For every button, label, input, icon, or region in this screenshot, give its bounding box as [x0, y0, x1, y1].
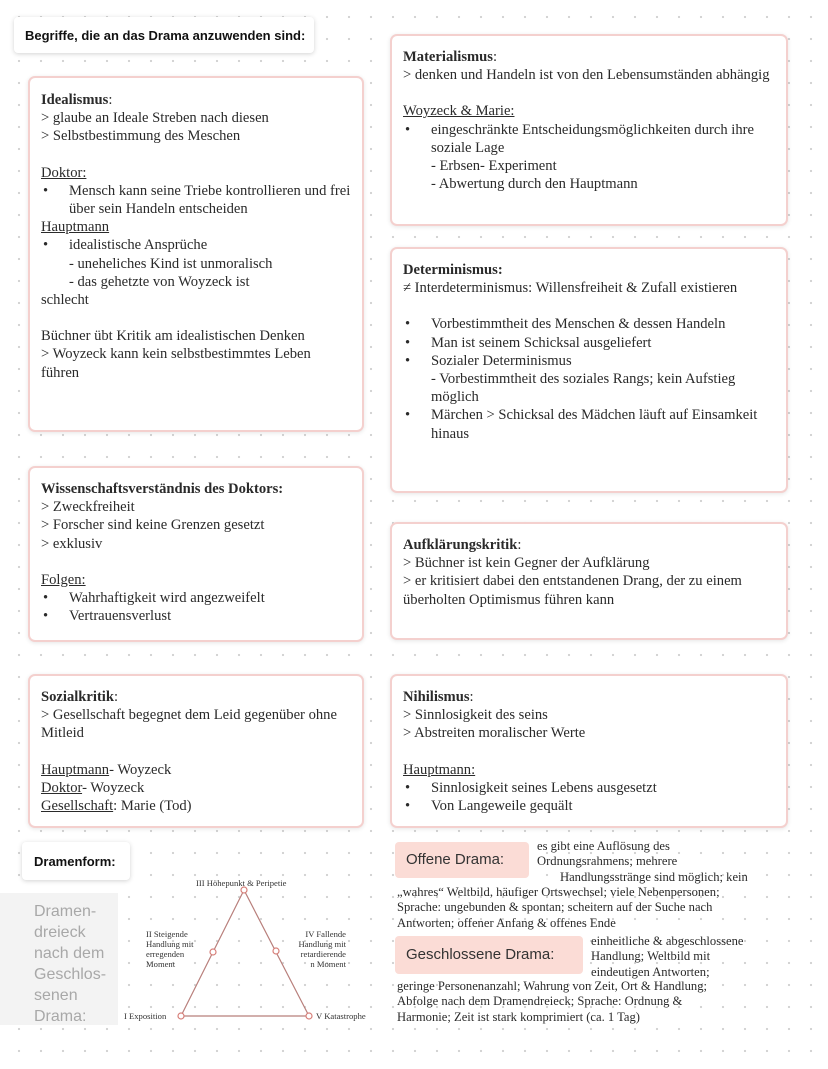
idealismus-line: > glaube an Ideale Streben nach diesen — [41, 110, 269, 127]
triangle-label-top: III Höhepunkt & Peripetie — [196, 878, 287, 888]
materialismus-title: Materialismus — [403, 49, 493, 65]
nihilismus-colon: : — [469, 689, 474, 705]
determinismus-item: • Vorbestimmtheit des Menschen & dessen Handeln — [403, 315, 776, 333]
nihilismus-line: > Abstreiten moralischer Werte — [403, 725, 586, 742]
doktor-heading: Doktor: — [41, 164, 87, 181]
geschlossene-side-line: einheitliche & abgeschlossene — [591, 934, 744, 948]
sozialkritik-title: Sozialkritik — [41, 689, 114, 705]
dreieck-caption-line: senen — [34, 987, 78, 1004]
geschlossene-full-line: geringe Personenanzahl; Wahrung von Zeit, Ort & Handlung; — [397, 979, 708, 993]
dreieck-caption-line: Drama: — [34, 1008, 87, 1025]
sozialkritik-row-rest: : Marie (Tod) — [113, 798, 192, 815]
triangle-label-bottom-left: I Exposition — [124, 1011, 167, 1021]
wissenschaft-line: > exklusiv — [41, 535, 103, 552]
geschlossene-drama-label-text: Geschlossene Drama: — [406, 946, 555, 963]
triangle-point-left-mid — [210, 949, 216, 955]
aufklaerung-colon: : — [517, 537, 522, 553]
offene-full-line: Antworten; offener Anfang & offenes Ende — [397, 915, 616, 930]
triangle-label-right-mid — [284, 929, 346, 969]
geschlossene-drama-full-text — [397, 979, 707, 1025]
kritik-line: > Woyzeck kann kein selbstbestimmtes Leben führen — [41, 346, 311, 381]
dreieck-caption-line: nach dem — [34, 945, 105, 962]
kritik-line: Büchner übt Kritik am idealistischen Denken — [41, 328, 305, 345]
hauptmann-item: • idealistische Ansprüche — [41, 236, 352, 254]
offene-side-line: es gibt eine Auflösung des — [537, 839, 670, 853]
materialismus-colon: : — [492, 49, 498, 65]
hauptmann-sub: - das gehetzte von Woyzeck ist — [69, 273, 250, 290]
geschlossene-drama-side-text — [591, 934, 743, 980]
wissenschaft-line: > Forscher sind keine Grenzen gesetzt — [41, 517, 265, 534]
woyzeck-marie-heading: Woyzeck & Marie: — [403, 103, 515, 120]
nihilismus-hauptmann-heading: Hauptmann: — [403, 761, 476, 778]
materialismus-sub: - Abwertung durch den Hauptmann — [431, 176, 638, 193]
sozialkritik-row-rest: - Woyzeck — [82, 779, 145, 796]
materialismus-item: • eingeschränkte Entscheidungsmöglichkeiten durch ihre soziale Lage — [403, 121, 776, 157]
determinismus-item: • Märchen > Schicksal des Mädchen läuft auf Einsamkeit hinaus — [403, 406, 776, 442]
offene-drama-side-text — [537, 839, 748, 885]
determinismus-item: • Man ist seinem Schicksal ausgeliefert — [403, 334, 776, 352]
materialismus-line: > denken und Handeln ist von den Lebensumständen abhängig — [403, 67, 770, 84]
aufklaerung-title: Aufklärungskritik — [403, 537, 518, 553]
sozialkritik-row-u: Hauptmann — [41, 761, 110, 778]
sozialkritik-colon: : — [113, 689, 119, 705]
header-label-text: Begriffe, die an das Drama anzuwenden sind: — [25, 28, 306, 43]
folgen-heading: Folgen: — [41, 571, 86, 588]
offene-drama-label — [395, 842, 529, 878]
determinismus-item: • Sozialer Determinismus — [403, 352, 776, 370]
hauptmann-sub: - uneheliches Kind ist unmoralisch — [69, 255, 273, 272]
triangle-label-line: II Steigende — [146, 929, 188, 939]
offene-full-line: „wahres“ Weltbild, häufiger Ortswechsel; viele Nebenpersonen; — [397, 885, 720, 899]
triangle-label-line: retardierende — [300, 949, 346, 959]
geschlossene-full-line: Harmonie; Zeit ist stark komprimiert (ca. 1 Tag) — [397, 1009, 640, 1024]
wissenschaft-title: Wissenschaftsverständnis des Doktors: — [41, 481, 284, 497]
determinismus-line: ≠ Interdeterminismus: Willensfreiheit & Zufall existieren — [403, 280, 738, 297]
dramenform-label-text: Dramenform: — [34, 854, 116, 869]
folgen-item: • Wahrhaftigkeit wird angezweifelt — [41, 589, 352, 607]
triangle-label-line: Handlung mit — [146, 939, 194, 949]
triangle-label-line: Moment — [146, 959, 176, 969]
sozialkritik-row-rest: - Woyzeck — [109, 761, 172, 778]
triangle-label-line: erregenden — [146, 949, 185, 959]
triangle-label-line: Handlung mit — [298, 939, 346, 949]
triangle-label-line: IV Fallende — [305, 929, 346, 939]
folgen-item: • Vertrauensverlust — [41, 607, 352, 625]
triangle-label-bottom-right: V Katastrophe — [316, 1011, 366, 1021]
hauptmann-sub-cont: schlecht — [41, 292, 89, 309]
dreieck-caption-line: Geschlos- — [34, 966, 107, 983]
geschlossene-side-line: eindeutigen Antworten; — [591, 964, 710, 979]
geschlossene-drama-label — [395, 936, 583, 974]
offene-side-line: Handlungsstränge sind möglich; kein — [560, 869, 748, 884]
sozialkritik-row-u: Gesellschaft — [41, 798, 114, 815]
sozialkritik-line: > Gesellschaft begegnet dem Leid gegenüber ohne Mitleid — [41, 707, 337, 742]
triangle-label-left-mid — [146, 929, 194, 969]
doktor-item: • Mensch kann seine Triebe kontrollieren und frei über sein Handeln entscheiden — [41, 182, 352, 218]
nihilismus-item: • Von Langeweile gequält — [403, 797, 776, 815]
hauptmann-heading: Hauptmann — [41, 219, 110, 236]
geschlossene-full-line: Abfolge nach dem Dramendreieck; Sprache: Ordnung & — [397, 994, 683, 1009]
triangle-point-right — [306, 1013, 312, 1019]
triangle-point-left — [178, 1013, 184, 1019]
materialismus-sub: - Erbsen- Experiment — [431, 158, 557, 175]
idealismus-colon: : — [108, 92, 113, 108]
wissenschaft-line: > Zweckfreiheit — [41, 499, 135, 516]
idealismus-line: > Selbstbestimmung des Meschen — [41, 128, 241, 145]
nihilismus-title: Nihilismus — [403, 689, 470, 705]
triangle-label-line: n Moment — [310, 959, 346, 969]
aufklaerung-line: > Büchner ist kein Gegner der Aufklärung — [403, 555, 650, 572]
nihilismus-item: • Sinnlosigkeit seines Lebens ausgesetzt — [403, 779, 776, 797]
offene-side-line: Ordnungsrahmens; mehrere — [537, 854, 678, 869]
triangle-point-right-mid — [273, 948, 279, 954]
sozialkritik-row-u: Doktor — [41, 779, 83, 796]
offene-drama-full-text — [397, 885, 720, 931]
idealismus-title: Idealismus — [41, 92, 109, 108]
dreieck-caption-line: Dramen- — [34, 903, 97, 920]
offene-drama-label-text: Offene Drama: — [406, 851, 505, 868]
determinismus-sub: - Vorbestimmtheit des soziales Rangs; kein Aufstieg möglich — [431, 371, 736, 406]
offene-full-line: Sprache: ungebunden & spontan; scheitern auf der Suche nach — [397, 900, 713, 915]
nihilismus-line: > Sinnlosigkeit des seins — [403, 707, 548, 724]
determinismus-title: Determinismus: — [403, 262, 503, 278]
dreieck-caption-line: dreieck — [34, 924, 86, 941]
aufklaerung-line: > er kritisiert dabei den entstandenen Drang, der zu einem überholten Optimismus führen kann — [403, 573, 742, 608]
geschlossene-side-line: Handlung; Weltbild mit — [591, 949, 711, 964]
